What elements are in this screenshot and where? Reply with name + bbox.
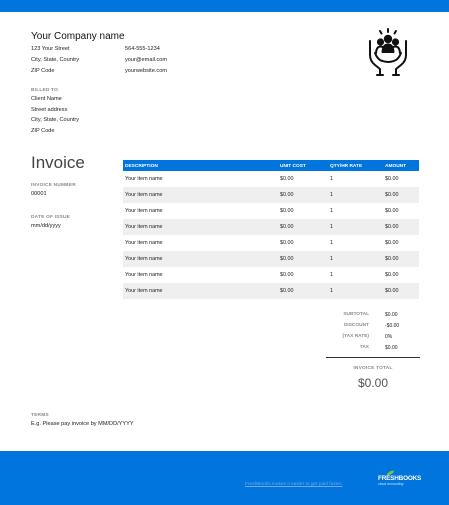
freshbooks-wordmark: FRESHBOOKS: [378, 475, 422, 482]
email-address: your@email.com: [125, 57, 168, 63]
invoice-number: 00001: [31, 191, 47, 197]
item-qty: 1: [330, 208, 333, 214]
invoice-number-label: INVOICE NUMBER: [31, 183, 76, 188]
item-unit-cost: $0.00: [280, 176, 294, 182]
table-row[interactable]: [123, 203, 419, 219]
table-row[interactable]: [123, 219, 419, 235]
item-description: Your item name: [125, 192, 163, 198]
top-accent-bar: [0, 0, 449, 12]
tax-value[interactable]: $0.00: [385, 345, 398, 351]
subtotal-label: SUBTOTAL: [343, 312, 369, 317]
header-qty: QTY/HR RATE: [330, 163, 363, 169]
date-of-issue-block[interactable]: [31, 215, 70, 229]
item-unit-cost: $0.00: [280, 288, 294, 294]
phone-number: 564-555-1234: [125, 46, 160, 52]
item-description: Your item name: [125, 288, 163, 294]
item-description: Your item name: [125, 208, 163, 214]
item-qty: 1: [330, 288, 333, 294]
item-amount: $0.00: [385, 272, 399, 278]
terms-section[interactable]: [31, 413, 134, 427]
terms-label: TERMS: [31, 413, 49, 418]
totals-divider: [326, 357, 420, 358]
website: yourwebsite.com: [125, 68, 167, 74]
item-amount: $0.00: [385, 176, 399, 182]
tax-rate-label: (TAX RATE): [342, 334, 369, 339]
tax-label: TAX: [359, 345, 369, 350]
invoice-number-block[interactable]: [31, 183, 76, 197]
line-items-table: [123, 160, 419, 299]
item-description: Your item name: [125, 240, 163, 246]
item-unit-cost: $0.00: [280, 208, 294, 214]
terms-text: E.g. Please pay invoice by MM/DD/YYYY: [31, 421, 134, 427]
table-row[interactable]: [123, 171, 419, 187]
subtotal-value[interactable]: $0.00: [385, 312, 398, 318]
invoice-total-value: $0.00: [357, 376, 389, 390]
tax-row: [326, 344, 420, 355]
table-row[interactable]: [123, 235, 419, 251]
item-qty: 1: [330, 256, 333, 262]
client-city: City, State, Country: [31, 117, 80, 123]
leaf-icon: [386, 470, 395, 476]
item-qty: 1: [330, 224, 333, 230]
totals-block: [326, 311, 420, 355]
billed-to-label: BILLED TO: [31, 88, 59, 93]
table-row[interactable]: [123, 283, 419, 299]
freshbooks-logo[interactable]: [378, 475, 422, 493]
item-amount: $0.00: [385, 256, 399, 262]
discount-value[interactable]: -$0.00: [385, 323, 400, 329]
item-unit-cost: $0.00: [280, 256, 294, 262]
discount-row: [326, 322, 420, 333]
date-of-issue-label: DATE OF ISSUE: [31, 215, 71, 220]
tax-rate-value[interactable]: 0%: [385, 334, 393, 340]
tax-rate-row: [326, 333, 420, 344]
item-amount: $0.00: [385, 208, 399, 214]
invoice-title: Invoice: [31, 153, 85, 172]
header-unit-cost: UNIT COST: [280, 163, 306, 169]
company-name[interactable]: Your Company name: [31, 31, 125, 42]
table-header: [123, 160, 419, 171]
header-description: DESCRIPTION: [125, 163, 158, 169]
client-zip: ZIP Code: [31, 127, 55, 134]
table-row[interactable]: [123, 187, 419, 203]
header-amount: AMOUNT: [385, 163, 407, 169]
table-row[interactable]: [123, 251, 419, 267]
item-amount: $0.00: [385, 224, 399, 230]
discount-label: DISCOUNT: [343, 323, 369, 328]
item-description: Your item name: [125, 256, 163, 262]
item-qty: 1: [330, 272, 333, 278]
billed-to-section[interactable]: [31, 88, 79, 136]
item-unit-cost: $0.00: [280, 272, 294, 278]
item-description: Your item name: [125, 272, 163, 278]
table-row[interactable]: [123, 267, 419, 283]
client-name: Client Name: [31, 96, 62, 102]
invoice-total-label: INVOICE TOTAL: [353, 366, 393, 371]
address-line: City, State, Country: [31, 57, 80, 63]
address-line: ZIP Code: [31, 68, 55, 74]
item-description: Your item name: [125, 176, 163, 182]
item-description: Your item name: [125, 224, 163, 230]
company-address[interactable]: [31, 44, 79, 77]
hands-holding-people-icon[interactable]: [366, 27, 410, 79]
item-unit-cost: $0.00: [280, 192, 294, 198]
item-amount: $0.00: [385, 240, 399, 246]
client-street: Street address: [31, 106, 68, 113]
freshbooks-tagline: cloud accounting: [378, 482, 404, 486]
freshbooks-promo-link[interactable]: FreshBooks makes it easier to get paid faster.: [245, 482, 343, 487]
item-qty: 1: [330, 176, 333, 182]
item-qty: 1: [330, 192, 333, 198]
item-qty: 1: [330, 240, 333, 246]
date-of-issue: mm/dd/yyyy: [31, 223, 61, 229]
item-amount: $0.00: [385, 288, 399, 294]
item-unit-cost: $0.00: [280, 224, 294, 230]
item-unit-cost: $0.00: [280, 240, 294, 246]
subtotal-row: [326, 311, 420, 322]
item-amount: $0.00: [385, 192, 399, 198]
address-line: 123 Your Street: [31, 46, 70, 52]
company-contact[interactable]: [125, 44, 167, 77]
